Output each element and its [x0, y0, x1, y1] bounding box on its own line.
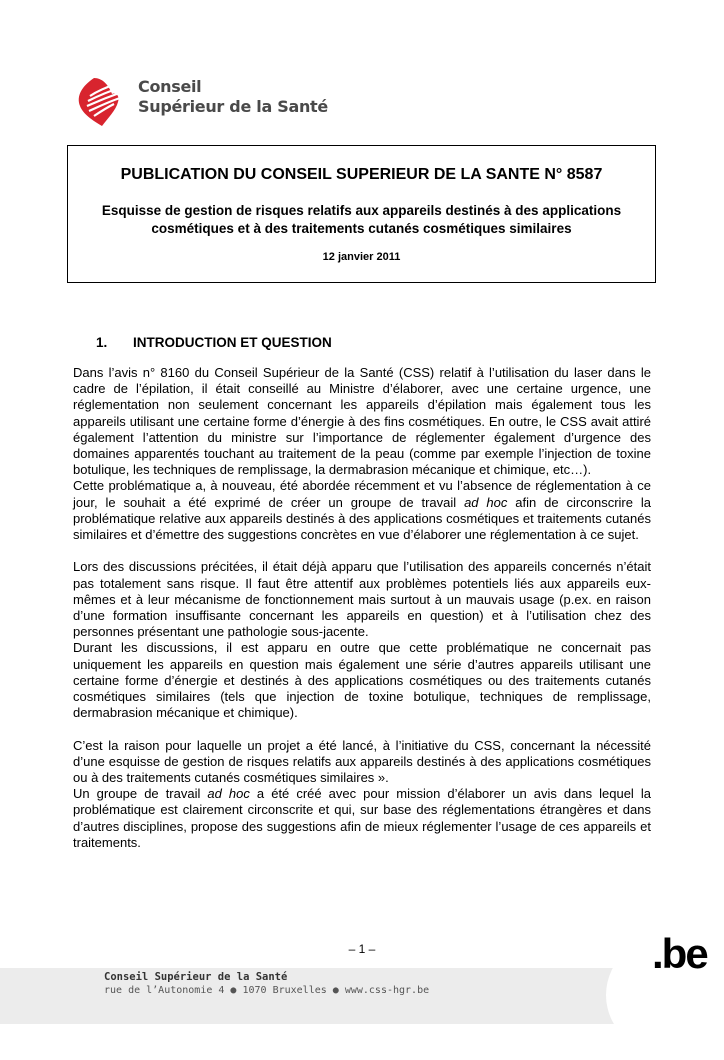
paragraph-6: [73, 786, 651, 851]
be-logo: .be: [652, 930, 707, 977]
paragraph-2-text-b: afin de circonscrire la problématique relative aux appareils destinés à des applications cosmétiques et traitements cutanés similaires et d’émettre des suggestions concrètes en vue d’élaborer une réglementation à ce sujet.: [73, 494, 651, 543]
paragraph-2-emphasis: ad hoc: [464, 494, 508, 510]
paragraph-6-text-a: Un groupe de travail: [73, 786, 208, 802]
section-number: 1.: [96, 335, 108, 350]
publication-title-box: [67, 145, 656, 283]
paragraph-5: C’est la raison pour laquelle un projet a été lancé, à l’initiative du CSS, concernant la nécessité d’une esquisse de gestion de risques relatifs aux appareils destinés à des applications cosmétiques ou à des traitements cutanés cosmétiques similaires ».: [73, 737, 651, 786]
section-heading: [96, 335, 332, 350]
footer-org-name: Conseil Supérieur de la Santé: [104, 971, 288, 983]
section-title: INTRODUCTION ET QUESTION: [133, 335, 332, 350]
paragraph-3: Lors des discussions précitées, il était déjà apparu que l’utilisation des appareils concernés n’était pas totalement sans risque. Il faut être attentif aux problèmes potentiels liés aux appareils eux-mêmes et à leur mécanisme de fonctionnement mais surtout à un mauvais usage (p.ex. en raison d’une formation insuffisante concernant les appareils en question) et à l’utilisation chez des personnes présentant une pathologie sous-jacente.: [73, 559, 651, 640]
paragraph-6-text-b: a été créé avec pour mission d’élaborer un avis dans lequel la problématique est clairement circonscrite et qui, sur base des réglementations étrangères et dans d’autres disciplines, propose des suggestions afin de mieux réglementer l’usage de ces appareils et traitements.: [73, 786, 651, 850]
publication-date: 12 janvier 2011: [322, 251, 401, 263]
paragraph-6-emphasis: ad hoc: [207, 786, 250, 802]
paragraph-1: Dans l’avis n° 8160 du Conseil Supérieur de la Santé (CSS) relatif à l’utilisation du laser dans le cadre de l’épilation, il était conseillé au Ministre d’élaborer, avec une certaine urgence, une réglementation non seulement concernant les appareils d’épilation mais également tous les appareils utilisant une certaine forme d’énergie à des fins cosmétiques. En outre, le CSS avait attiré également l’attention du ministre sur l’importance de réglementer également d’urgence des domaines apparentés touchant au traitement de la peau (comme par exemple l’injection de toxine botulique, les techniques de remplissage, la dermabrasion mécanique et chimique, etc…).: [73, 365, 651, 478]
footer-address: rue de l’Autonomie 4 ● 1070 Bruxelles ● www.css-hgr.be: [104, 985, 430, 996]
logo-line-2: Supérieur de la Santé: [138, 97, 328, 116]
publication-subtitle: Esquisse de gestion de risques relatifs aux appareils destinés à des applications cosmétiques et à des traitements cutanés cosmétiques similaires: [101, 203, 622, 236]
heart-logo-icon: [72, 70, 132, 128]
logo-wordmark: [138, 77, 328, 117]
css-logo: [72, 70, 332, 128]
document-body: [73, 365, 651, 851]
logo-line-1: Conseil: [138, 77, 202, 96]
paragraph-4: Durant les discussions, il est apparu en outre que cette problématique ne concernait pas uniquement les appareils en question mais également une série d’autres appareils utilisant une certaine forme d’énergie et destinés à des applications cosmétiques ou des traitements cutanés cosmétiques similaires (tels que injection de toxine botulique, techniques de remplissage, dermabrasion mécanique et chimique).: [73, 640, 651, 721]
paragraph-2: [73, 478, 651, 543]
paragraph-2-text-a: Cette problématique a, à nouveau, été abordée récemment et vu l’absence de réglementation à ce jour, le souhait a été exprimé de créer un groupe de travail: [73, 478, 651, 510]
page-number: – 1 –: [348, 942, 376, 956]
publication-title: PUBLICATION DU CONSEIL SUPERIEUR DE LA SANTE N° 8587: [120, 166, 603, 183]
